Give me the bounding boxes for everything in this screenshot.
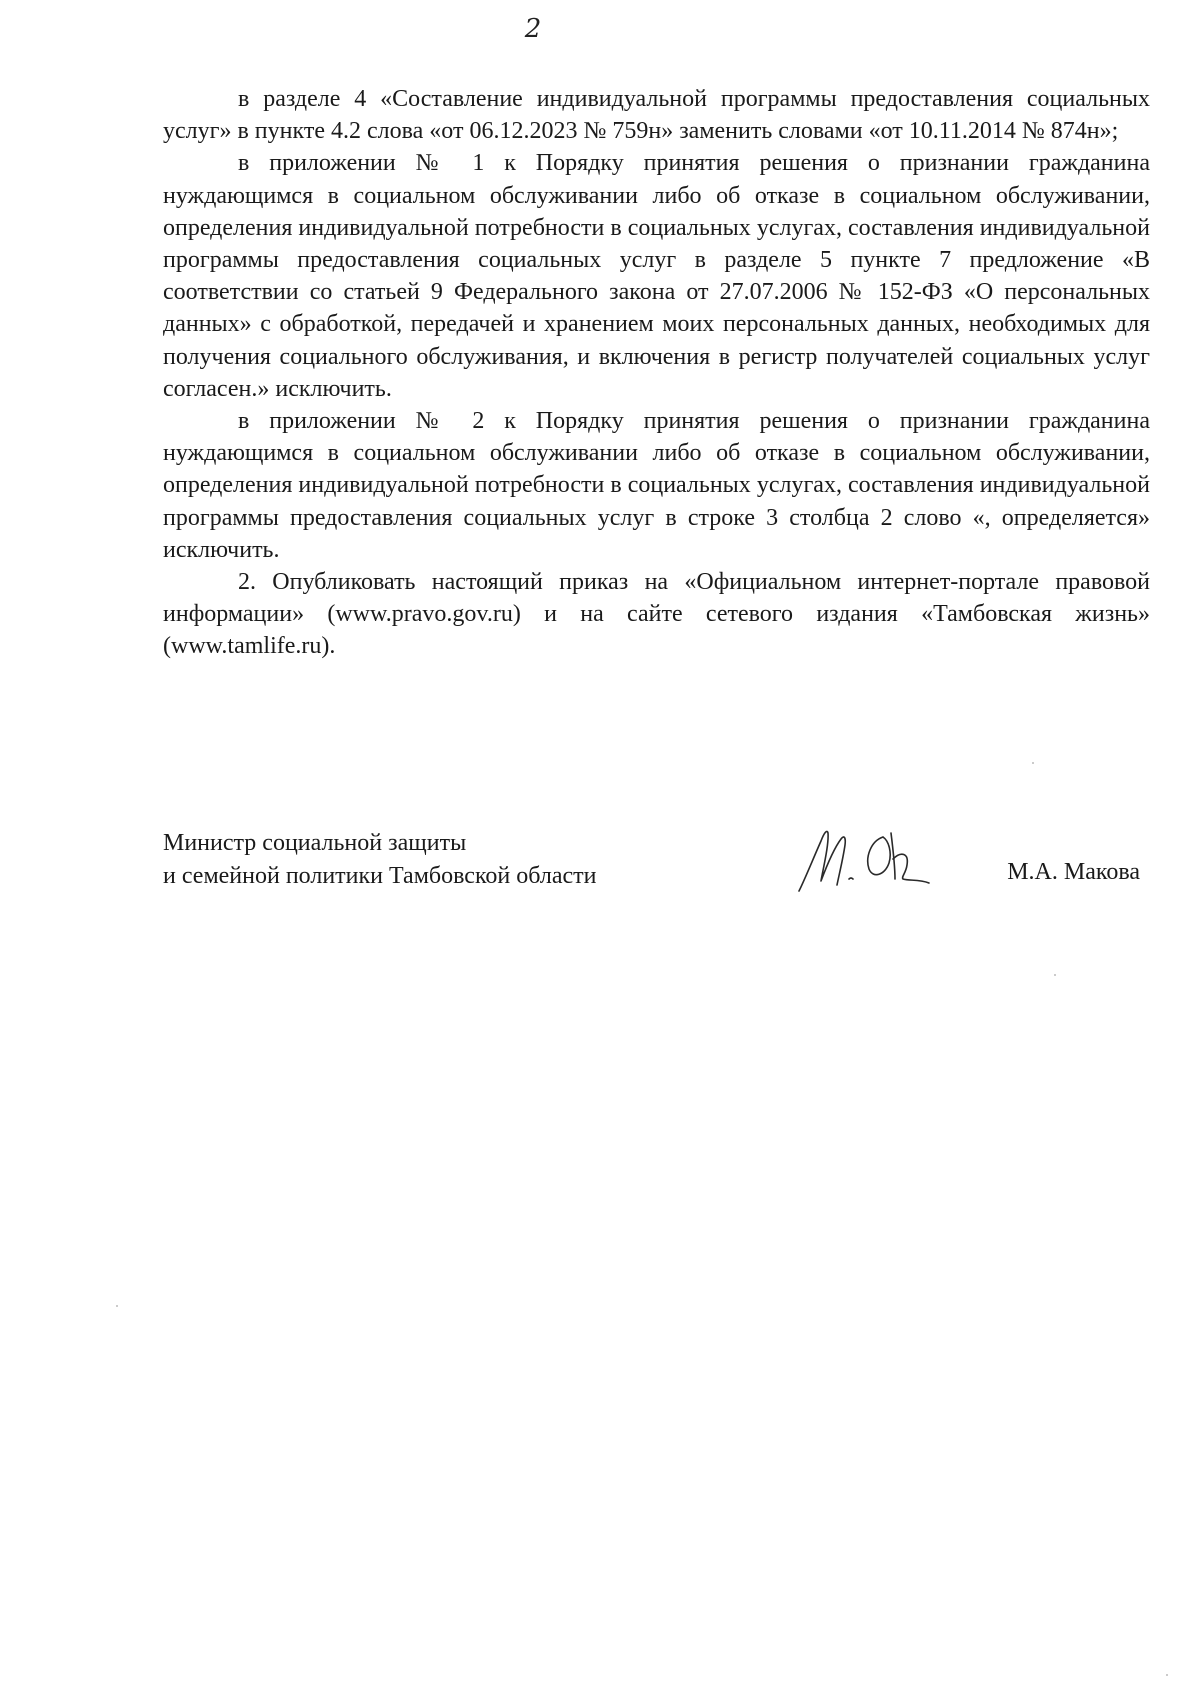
paragraph: 2. Опубликовать настоящий приказ на «Официальном интернет-портале правовой информации» (www.pravo.gov.ru) и на сайте сетевого издания «Тамбовская жизнь» (www.tamlife.ru). bbox=[163, 569, 1150, 660]
scan-speck bbox=[116, 1305, 118, 1307]
signatory-title-line: и семейной политики Тамбовской области bbox=[163, 862, 597, 889]
signature-block bbox=[163, 827, 1150, 907]
paragraph: в разделе 4 «Составление индивидуальной программы предоставления социальных услуг» в пункте 4.2 слова «от 06.12.2023 № 759н» заменить словами «от 10.11.2014 № 874н»; bbox=[163, 86, 1150, 145]
signatory-name: М.А. Макова bbox=[1007, 859, 1140, 885]
signatory-title bbox=[163, 827, 596, 892]
scan-speck bbox=[1032, 762, 1034, 764]
page-number: 2 bbox=[524, 14, 542, 44]
handwritten-signature-icon bbox=[791, 819, 936, 907]
signatory-title-line: Министр социальной защиты bbox=[163, 830, 467, 856]
document-body bbox=[163, 83, 1150, 663]
paragraph: в приложении № 2 к Порядку принятия решения о признании гражданина нуждающимся в социальном обслуживании либо об отказе в социальном обслуживании, определения индивидуальной потребности в социальных услугах, составления индивидуальной программы предоставления социальных услуг в строке 3 столбца 2 слово «, определяется» исключить. bbox=[163, 408, 1150, 563]
paragraph: в приложении № 1 к Порядку принятия решения о признании гражданина нуждающимся в социальном обслуживании либо об отказе в социальном обслуживании, определения индивидуальной потребности в социальных услугах, составления индивидуальной программы предоставления социальных услуг в разделе 5 пункте 7 предложение «В соответствии со статьей 9 Федерального закона от 27.07.2006 № 152-ФЗ «О персональных данных» с обработкой, передачей и хранением моих персональных данных, необходимых для получения социального обслуживания, и включения в регистр получателей социальных услуг согласен.» исключить. bbox=[163, 150, 1150, 402]
scan-speck bbox=[1054, 974, 1056, 976]
scan-speck bbox=[1166, 1674, 1168, 1676]
